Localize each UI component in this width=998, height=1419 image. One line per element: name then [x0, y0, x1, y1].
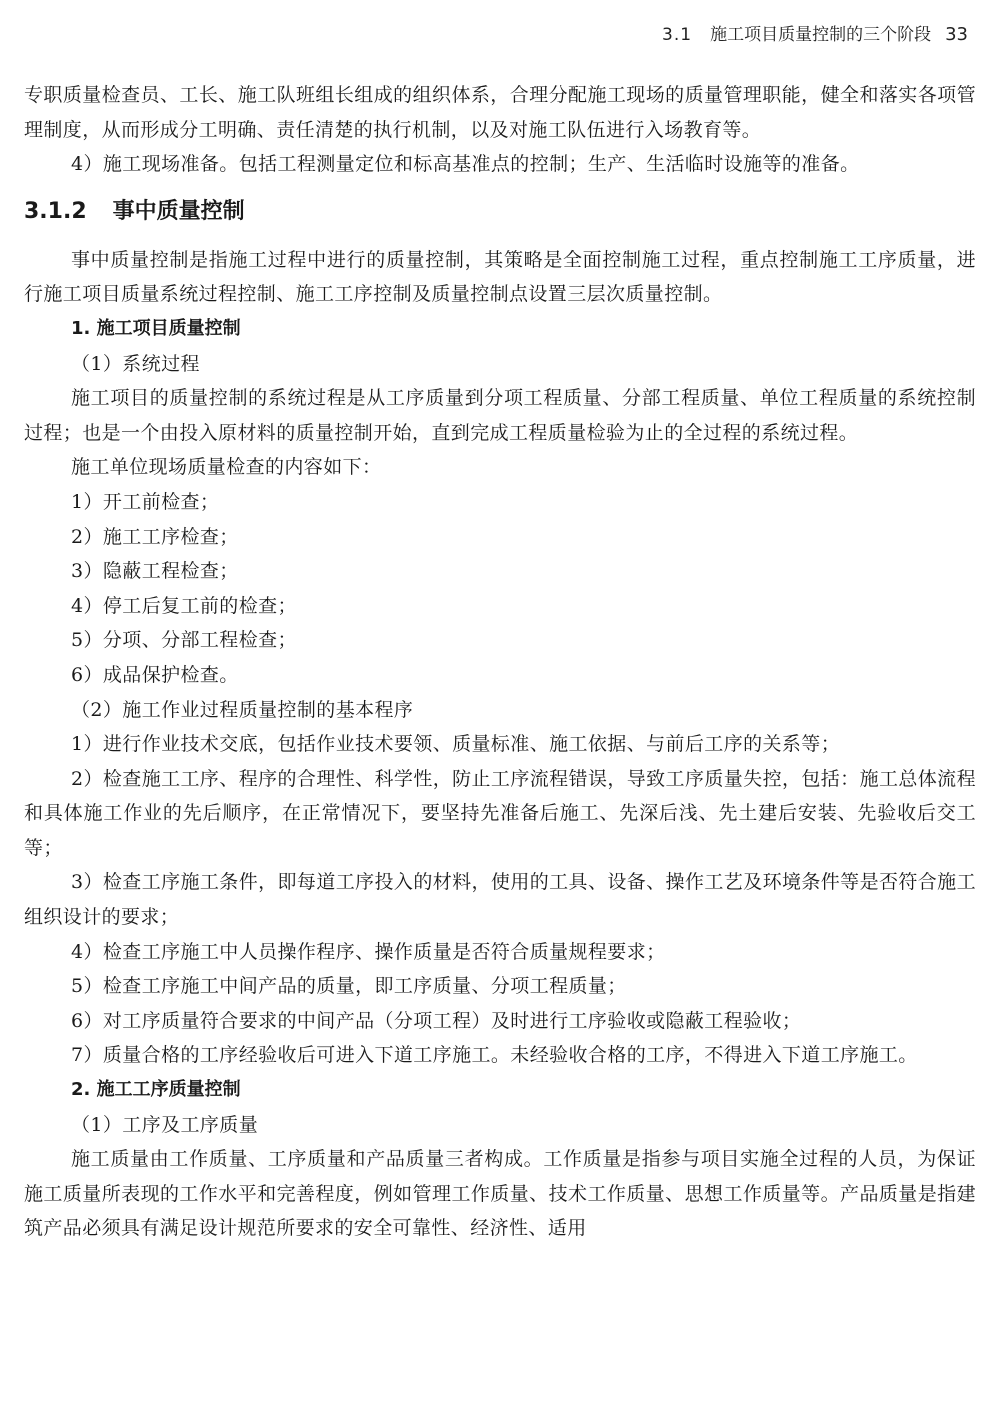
- paragraph-system-process: 施工项目的质量控制的系统过程是从工序质量到分项工程质量、分部工程质量、单位工程质量的系统控制过程；也是一个由投入原材料的质量控制开始，直到完成工程质量检验为止的全过程的系统过程。: [24, 387, 976, 444]
- subheading-1-1: （1）系统过程: [71, 352, 200, 375]
- header-chapter-title: 施工项目质量控制的三个阶段: [710, 25, 932, 45]
- subheading-2-1: （1）工序及工序质量: [71, 1113, 259, 1136]
- check-item: 1）开工前检查；: [71, 490, 220, 513]
- page-number: 33: [945, 24, 968, 45]
- subheading-2: 2. 施工工序质量控制: [71, 1079, 241, 1101]
- subheading-1: 1. 施工项目质量控制: [71, 317, 241, 339]
- section-title: 事中质量控制: [112, 198, 245, 224]
- paragraph-intro: 事中质量控制是指施工过程中进行的质量控制，其策略是全面控制施工过程，重点控制施工工序质量，进行施工项目质量系统过程控制、施工工序控制及质量控制点设置三层次质量控制。: [24, 248, 976, 306]
- paragraph-quality-composition: 施工质量由工作质量、工序质量和产品质量三者构成。工作质量是指参与项目实施全过程的人员，为保证施工质量所表现的工作水平和完善程度，例如管理工作质量、技术工作质量、思想工作质量等。产品质量是指建筑产品必须具有满足设计规范所要求的安全可靠性、经济性、适用: [24, 1148, 976, 1240]
- procedure-item: 5）检查工序施工中间产品的质量，即工序质量、分项工程质量；: [71, 975, 627, 998]
- procedure-item: 4）检查工序施工中人员操作程序、操作质量是否符合质量规程要求；: [71, 940, 666, 963]
- page-body: [24, 78, 976, 1246]
- check-item: 4）停工后复工前的检查；: [71, 594, 297, 617]
- paragraph-check-intro: 施工单位现场质量检查的内容如下：: [71, 456, 382, 479]
- subheading-1-2: （2）施工作业过程质量控制的基本程序: [71, 698, 414, 721]
- running-header: [662, 20, 968, 45]
- procedure-item: 6）对工序质量符合要求的中间产品（分项工程）及时进行工序验收或隐蔽工程验收；: [71, 1009, 802, 1032]
- check-item: 5）分项、分部工程检查；: [71, 629, 297, 652]
- header-section-number: 3.1: [662, 25, 693, 45]
- paragraph-site-preparation: 4）施工现场准备。包括工程测量定位和标高基准点的控制；生产、生活临时设施等的准备。: [71, 153, 860, 176]
- procedure-item: 7）质量合格的工序经验收后可进入下道工序施工。未经验收合格的工序，不得进入下道工序施工。: [71, 1044, 918, 1067]
- check-item: 2）施工工序检查；: [71, 525, 239, 548]
- procedure-item: 2）检查施工工序、程序的合理性、科学性，防止工序流程错误，导致工序质量失控，包括：施工总体流程和具体施工作业的先后顺序，在正常情况下，要坚持先准备后施工、先深后浅、先土建后安装、先验收后交工等；: [24, 767, 976, 859]
- section-number: 3.1.2: [24, 198, 87, 224]
- procedure-item: 3）检查工序施工条件，即每道工序投入的材料，使用的工具、设备、操作工艺及环境条件等是否符合施工组织设计的要求；: [24, 871, 976, 929]
- section-heading-3-1-2: [24, 197, 976, 227]
- procedure-item: 1）进行作业技术交底，包括作业技术要领、质量标准、施工依据、与前后工序的关系等；: [71, 733, 841, 756]
- check-item: 6）成品保护检查。: [71, 663, 239, 686]
- paragraph-continued: 专职质量检查员、工长、施工队班组长组成的组织体系，合理分配施工现场的质量管理职能，健全和落实各项管理制度，从而形成分工明确、责任清楚的执行机制，以及对施工队伍进行入场教育等。: [24, 84, 976, 141]
- check-item: 3）隐蔽工程检查；: [71, 560, 239, 583]
